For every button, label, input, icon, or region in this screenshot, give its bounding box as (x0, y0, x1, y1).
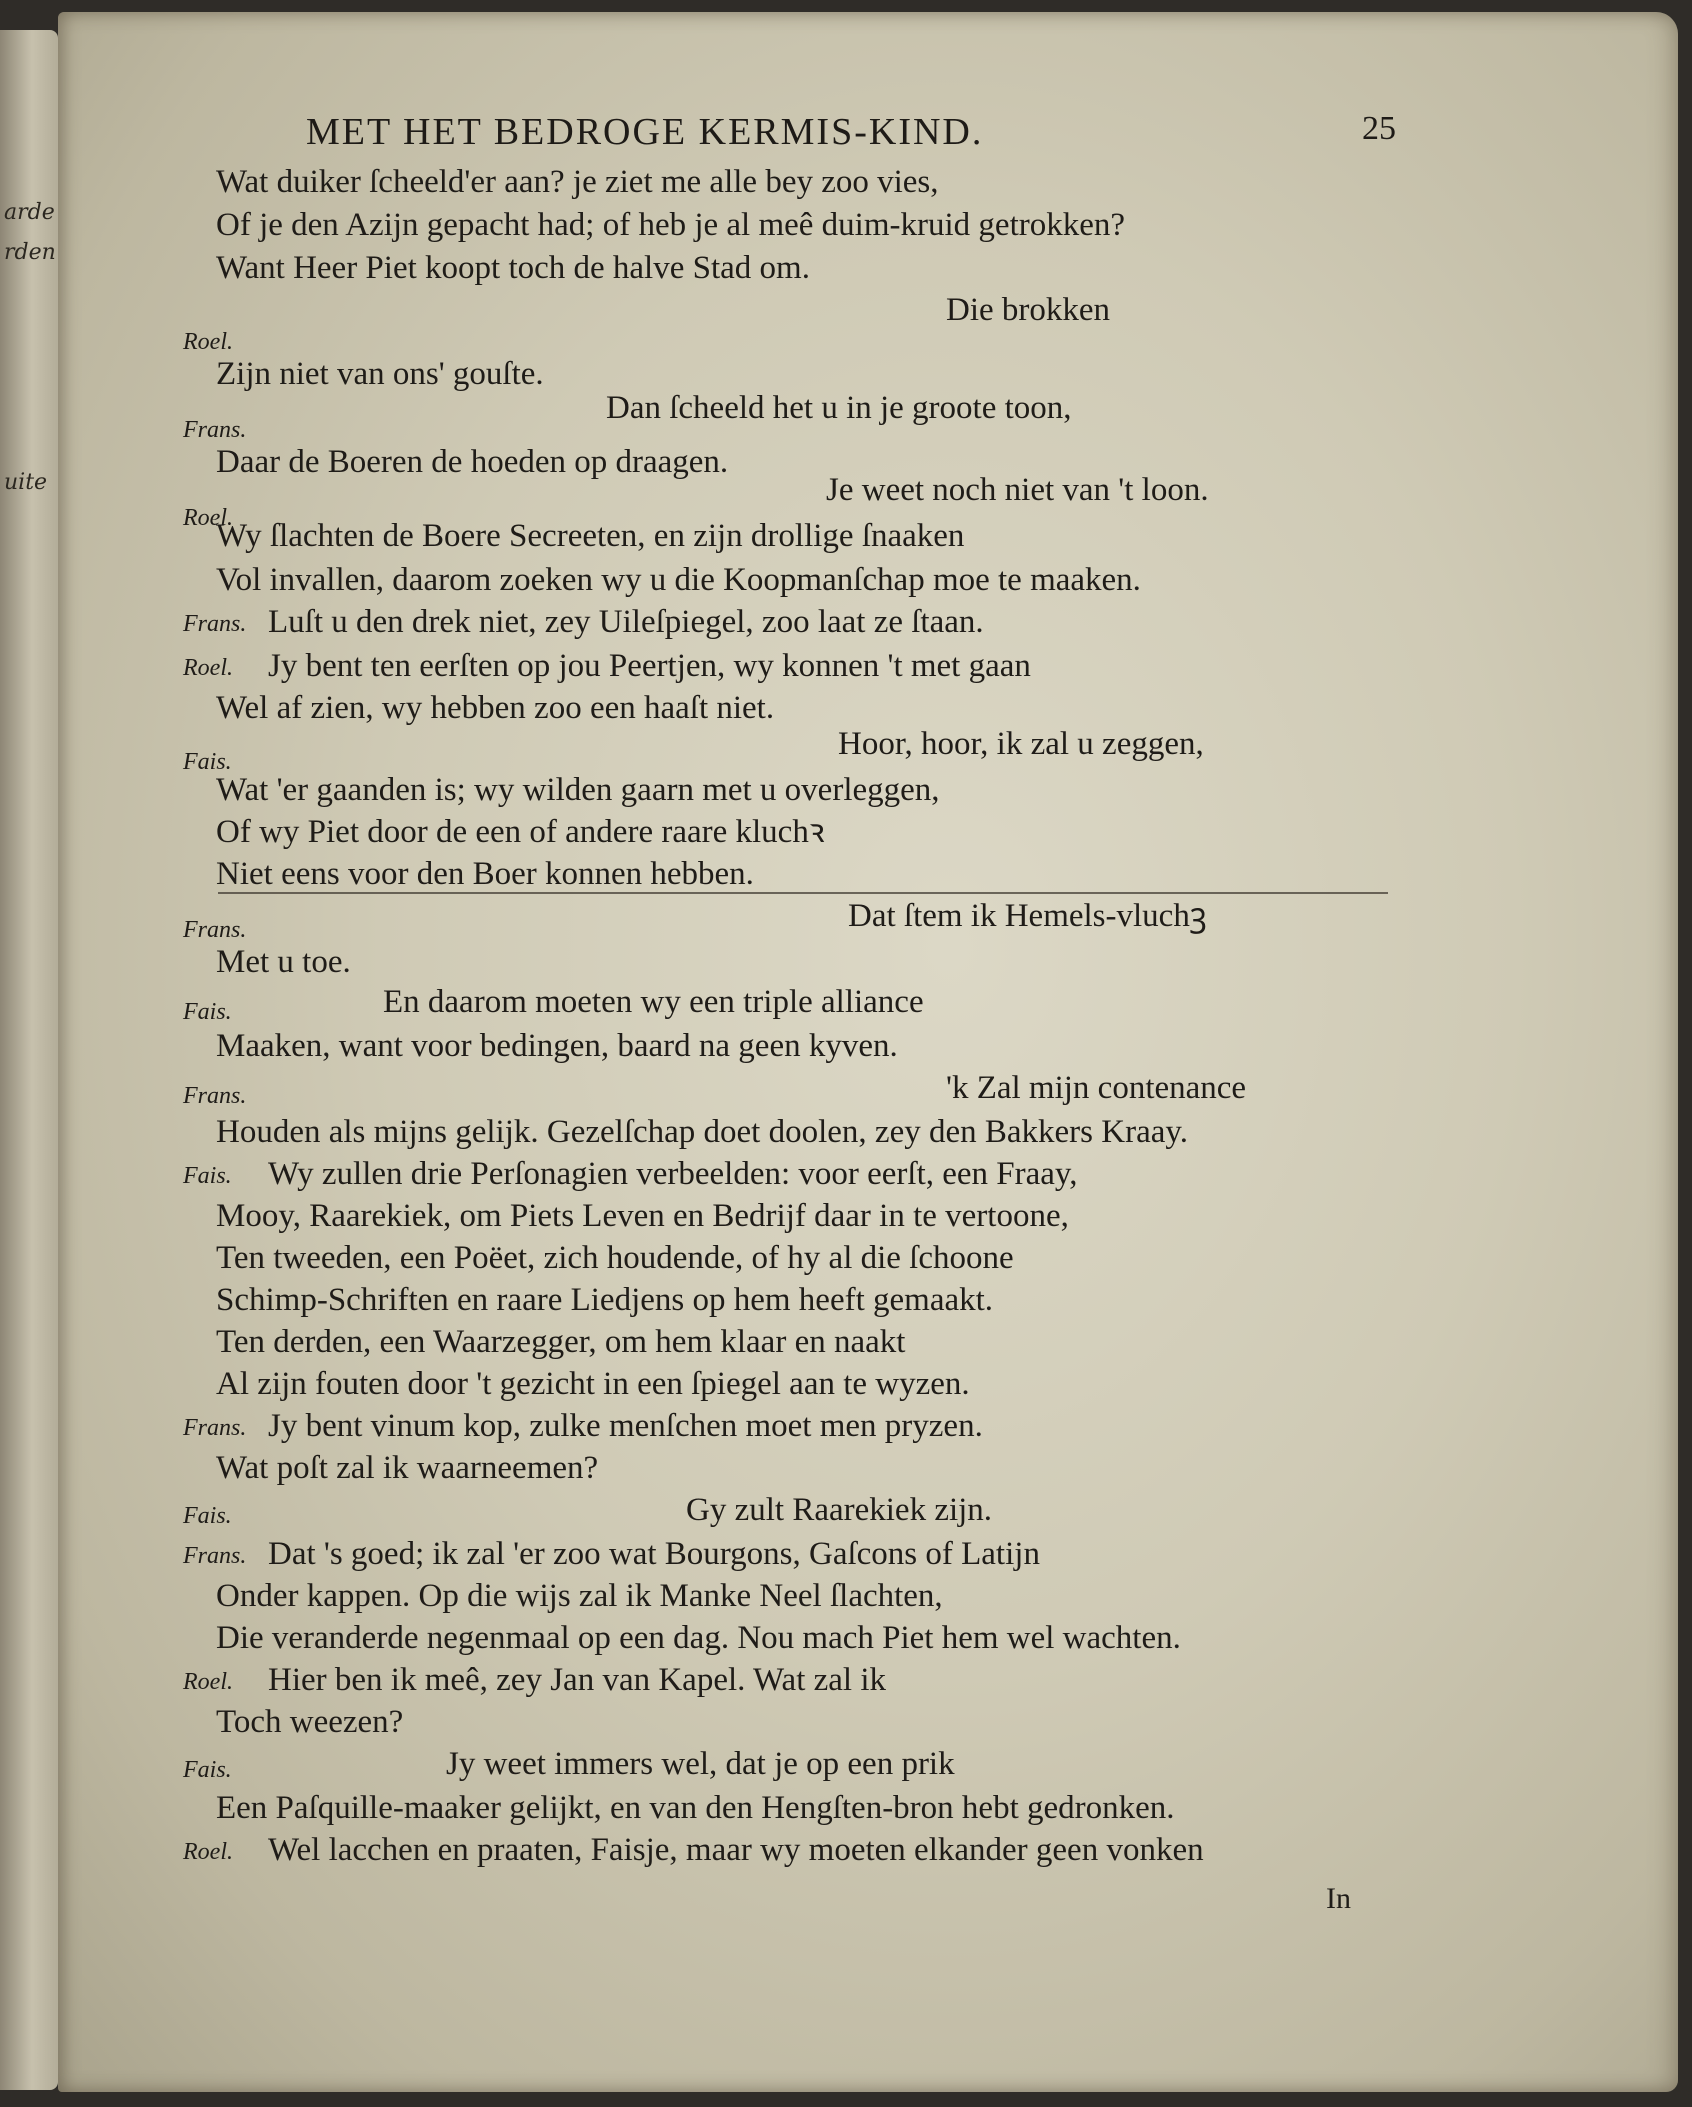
text-line: Wel lacchen en praaten, Faisje, maar wy moeten elkander geen vonken (268, 1832, 1204, 1868)
text-line: Mooy, Raarekiek, om Piets Leven en Bedrijf daar in te vertoone, (216, 1198, 1069, 1234)
text-line: Schimp-Schriften en raare Liedjens op hem heeft gemaakt. (216, 1282, 994, 1318)
text-line: Jy weet immers wel, dat je op een prik (446, 1746, 955, 1782)
page-number: 25 (1362, 110, 1396, 147)
speaker-label: Roel. (183, 1669, 233, 1695)
text-line: Hoor, hoor, ik zal u zeggen, (838, 726, 1204, 762)
text-line: Al zijn fouten door 't gezicht in een ſpiegel aan te wyzen. (216, 1366, 970, 1402)
text-line: Zijn niet van ons' gouſte. (216, 356, 544, 392)
text-line: Die brokken (946, 292, 1111, 328)
text-line: Maaken, want voor bedingen, baard na geen kyven. (216, 1028, 898, 1064)
text-line: Houden als mijns gelijk. Gezelſchap doet doolen, zey den Bakkers Kraay. (216, 1114, 1188, 1150)
text-line: Dan ſcheeld het u in je groote toon, (606, 390, 1072, 426)
text-line: Wat duiker ſcheeld'er aan? je ziet me alle bey zoo vies, (216, 164, 939, 200)
speaker-label: Fais. (183, 1503, 232, 1529)
text-line: Je weet noch niet van 't loon. (826, 472, 1209, 508)
text-line: Daar de Boeren de hoeden op draagen. (216, 444, 729, 480)
speaker-label: Frans. (183, 1543, 247, 1569)
text-line: Toch weezen? (216, 1704, 404, 1740)
left-page-edge (0, 30, 58, 2090)
speaker-label: Roel. (183, 505, 233, 531)
text-line: Of je den Azijn gepacht had; of heb je al meê duim-kruid getrokken? (216, 207, 1126, 243)
speaker-label: Frans. (183, 917, 247, 943)
text-line: Met u toe. (216, 944, 351, 980)
speaker-label: Fais. (183, 1757, 232, 1783)
text-line: Wy ſlachten de Boere Secreeten, en zijn drollige ſnaaken (216, 518, 965, 554)
speaker-label: Roel. (183, 655, 233, 681)
page-text (58, 12, 1678, 2092)
book-page (58, 12, 1678, 2092)
speaker-label: Roel. (183, 329, 233, 355)
text-line: Ten derden, een Waarzegger, om hem klaar en naakt (216, 1324, 906, 1360)
speaker-label: Roel. (183, 1839, 233, 1865)
left-page-fragment: arde (4, 200, 55, 225)
text-line: Dat ſtem ik Hemels-vluchꝫ (848, 898, 1207, 934)
speaker-label: Frans. (183, 1415, 247, 1441)
text-line: Die veranderde negenmaal op een dag. Nou mach Piet hem wel wachten. (216, 1620, 1181, 1656)
text-line: Wat 'er gaanden is; wy wilden gaarn met u overleggen, (216, 772, 940, 808)
text-line: Vol invallen, daarom zoeken wy u die Koopmanſchap moe te maaken. (216, 562, 1141, 598)
text-line: Gy zult Raarekiek zijn. (686, 1492, 993, 1528)
text-line: 'k Zal mijn contenance (946, 1070, 1247, 1106)
speaker-label: Fais. (183, 1163, 232, 1189)
running-head: MET HET BEDROGE KERMIS-KIND. (306, 111, 984, 153)
text-line: Want Heer Piet koopt toch de halve Stad om. (216, 250, 810, 286)
text-line: Luſt u den drek niet, zey Uileſpiegel, zoo laat ze ſtaan. (268, 604, 984, 640)
text-line: Hier ben ik meê, zey Jan van Kapel. Wat zal ik (268, 1662, 886, 1698)
text-line: Wat poſt zal ik waarneemen? (216, 1450, 599, 1486)
horizontal-rule (218, 892, 1388, 894)
text-line: Niet eens voor den Boer konnen hebben. (216, 856, 754, 892)
text-line: Jy bent ten eerſten op jou Peertjen, wy konnen 't met gaan (268, 648, 1031, 684)
catchword: In (1326, 1882, 1351, 1915)
speaker-label: Fais. (183, 749, 232, 775)
speaker-label: Frans. (183, 417, 247, 443)
text-line: En daarom moeten wy een triple alliance (383, 984, 924, 1020)
text-line: Wy zullen drie Perſonagien verbeelden: voor eerſt, een Fraay, (268, 1156, 1078, 1192)
text-line: Een Paſquille-maaker gelijkt, en van den Hengſten-bron hebt gedronken. (216, 1790, 1175, 1826)
text-line: Onder kappen. Op die wijs zal ik Manke Neel ſlachten, (216, 1578, 943, 1614)
text-line: Wel af zien, wy hebben zoo een haaſt niet. (216, 690, 775, 726)
speaker-label: Frans. (183, 611, 247, 637)
speaker-label: Frans. (183, 1083, 247, 1109)
text-line: Dat 's goed; ik zal 'er zoo wat Bourgons, Gaſcons of Latijn (268, 1536, 1040, 1572)
speaker-label: Fais. (183, 999, 232, 1025)
left-page-fragment: rden (4, 240, 56, 265)
text-line: Ten tweeden, een Poëet, zich houdende, of hy al die ſchoone (216, 1240, 1014, 1276)
left-page-fragment: uite (4, 470, 48, 495)
text-line: Of wy Piet door de een of andere raare kluchꝛ (216, 814, 825, 850)
text-line: Jy bent vinum kop, zulke menſchen moet men pryzen. (268, 1408, 983, 1444)
